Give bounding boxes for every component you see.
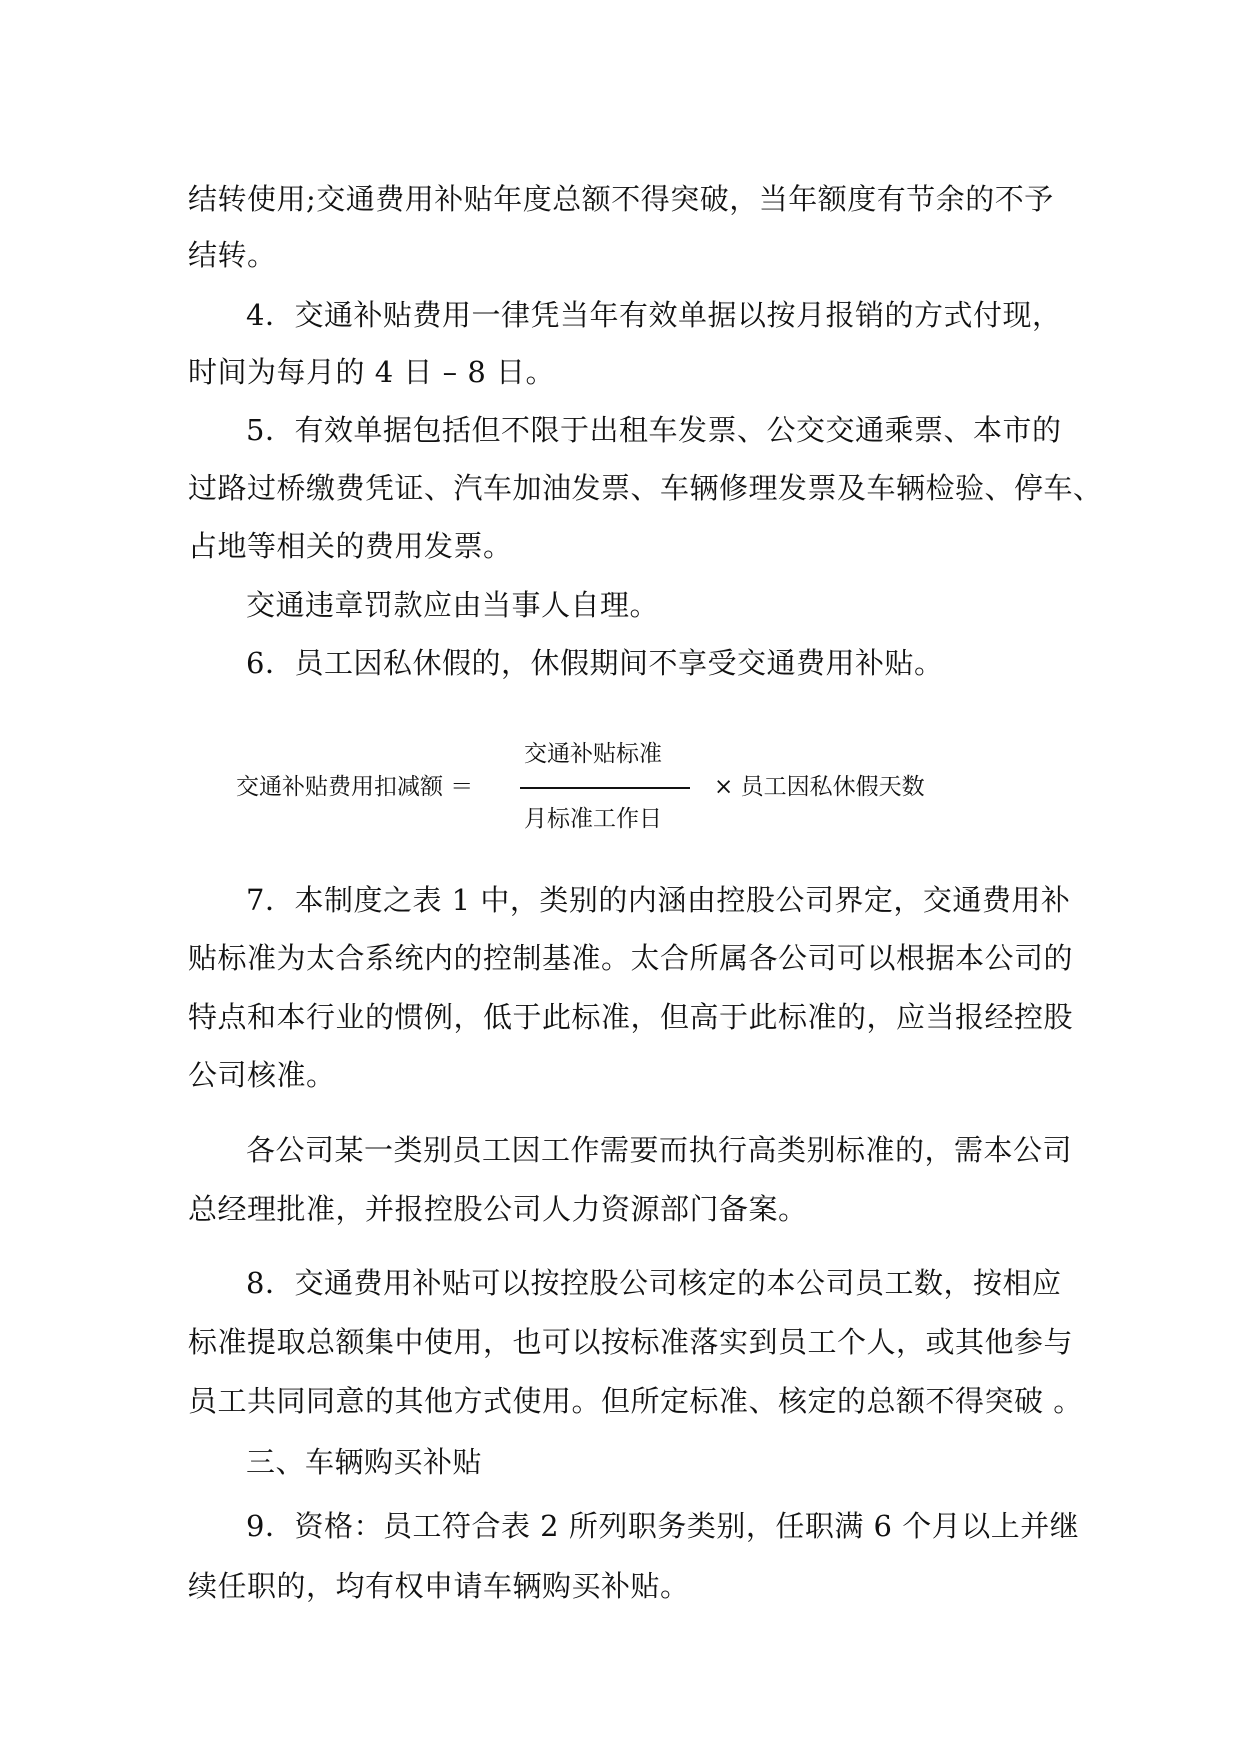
fraction-bar — [520, 787, 690, 789]
paragraph-line: 5．有效单据包括但不限于出租车发票、公交交通乘票、本市的 — [246, 413, 1062, 447]
paragraph-line: 标准提取总额集中使用，也可以按标准落实到员工个人，或其他参与 — [188, 1325, 1074, 1359]
paragraph-line: 结转使用;交通费用补贴年度总额不得突破，当年额度有节余的不予 — [188, 182, 1054, 216]
paragraph-line: 贴标准为太合系统内的控制基准。太合所属各公司可以根据本公司的 — [188, 941, 1074, 975]
section-heading: 三、车辆购买补贴 — [246, 1445, 483, 1479]
paragraph-line: 4．交通补贴费用一律凭当年有效单据以按月报销的方式付现， — [246, 298, 1062, 332]
paragraph-line: 总经理批准，并报控股公司人力资源部门备案。 — [188, 1192, 808, 1226]
paragraph-line: 员工共同同意的其他方式使用。但所定标准、核定的总额不得突破 。 — [188, 1384, 1083, 1418]
paragraph-line: 过路过桥缴费凭证、汽车加油发票、车辆修理发票及车辆检验、停车、 — [188, 471, 1103, 505]
formula-rhs: × 员工因私休假天数 — [714, 774, 925, 800]
paragraph-line: 各公司某一类别员工因工作需要而执行高类别标准的，需本公司 — [246, 1133, 1073, 1167]
formula-lhs: 交通补贴费用扣减额 ＝ — [236, 774, 474, 800]
paragraph-line: 6．员工因私休假的，休假期间不享受交通费用补贴。 — [246, 646, 944, 680]
paragraph-line: 9．资格：员工符合表 2 所列职务类别，任职满 6 个月以上并继 — [246, 1509, 1080, 1543]
paragraph-line: 时间为每月的 4 日 – 8 日。 — [188, 355, 555, 389]
formula-denominator: 月标准工作日 — [524, 806, 662, 832]
paragraph-line: 7．本制度之表 1 中，类别的内涵由控股公司界定，交通费用补 — [246, 883, 1071, 917]
paragraph-line: 8．交通费用补贴可以按控股公司核定的本公司员工数，按相应 — [246, 1266, 1062, 1300]
paragraph-line: 占地等相关的费用发票。 — [188, 529, 513, 563]
paragraph-line: 续任职的，均有权申请车辆购买补贴。 — [188, 1569, 690, 1603]
paragraph-line: 特点和本行业的惯例，低于此标准，但高于此标准的，应当报经控股 — [188, 1000, 1074, 1034]
paragraph-line: 公司核准。 — [188, 1058, 336, 1092]
paragraph-line: 交通违章罚款应由当事人自理。 — [246, 588, 660, 622]
formula-numerator: 交通补贴标准 — [524, 741, 662, 767]
paragraph-line: 结转。 — [188, 238, 277, 272]
